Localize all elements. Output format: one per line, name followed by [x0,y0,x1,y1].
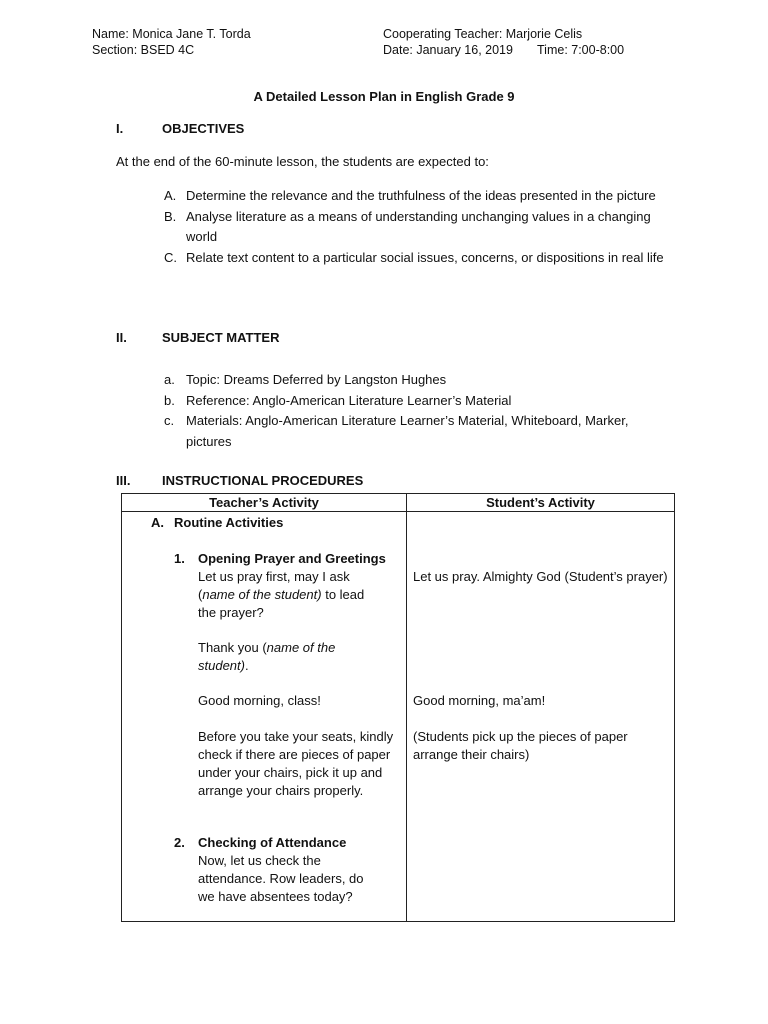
student-activity-cell [407,512,675,922]
subject-item [164,391,666,412]
procedures-heading: INSTRUCTIONAL PROCEDURES [162,473,364,488]
student-pickup: (Students pick up the pieces of paper arrange their chairs) [413,729,628,762]
prayer-paren: ( [198,587,203,602]
subject-matter-list [164,370,666,452]
student-prayer: Let us pray. Almighty God (Student’s prayer) [413,569,668,584]
objective-text: Analyse literature as a means of understanding unchanging values in a changing world [186,208,651,244]
list-marker: C. [164,249,177,265]
attendance-text: Now, let us check the attendance. Row leaders, do we have absentees today? [198,853,364,904]
routine-marker: A. [151,515,164,530]
list-marker: B. [164,208,177,224]
thanks-student-name: student) [198,658,245,673]
objectives-number: I. [116,121,124,136]
lesson-time: Time: 7:00-8:00 [537,43,625,57]
prayer-line: Let us pray first, may I ask [198,569,350,584]
subject-text: Reference: Anglo-American Literature Learner’s Material [186,392,512,408]
objectives-heading: OBJECTIVES [162,121,245,136]
student-greeting: Good morning, ma’am! [413,693,546,708]
student-name: Name: Monica Jane T. Torda [92,27,251,41]
prayer-line: to lead [321,587,365,602]
thanks-prefix: Thank you ( [198,640,267,655]
student-section: Section: BSED 4C [92,43,195,57]
routine-title: Routine Activities [174,515,284,530]
prayer-student-name: name of the student) [202,587,322,602]
thanks-dot: . [244,658,249,673]
thanks-text [198,639,403,675]
thanks-student-name: name of the [266,640,336,655]
subject-item [164,411,666,452]
objectives-intro: At the end of the 60-minute lesson, the students are expected to: [116,154,489,169]
procedures-number: III. [116,473,131,488]
student-activity-header: Student’s Activity [407,494,675,512]
lesson-date: Date: January 16, 2019 [383,43,513,57]
document-title: A Detailed Lesson Plan in English Grade 9 [253,89,515,104]
subject-text: Topic: Dreams Deferred by Langston Hughes [186,372,447,387]
attendance-marker: 2. [174,835,185,850]
objective-item [164,186,666,207]
prayer-title: Opening Prayer and Greetings [198,551,386,566]
subject-text: Materials: Anglo-American Literature Learner’s Material, Whiteboard, Marker, pictures [186,413,629,449]
teacher-greeting: Good morning, class! [198,693,321,708]
list-marker: A. [164,188,177,203]
objective-text: Determine the relevance and the truthfulness of the ideas presented in the picture [186,188,656,203]
seats-instruction: Before you take your seats, kindly check if there are pieces of paper under your chairs, pick it up and arrange your chairs properly. [198,729,394,798]
objective-item [164,248,666,269]
objective-text: Relate text content to a particular social issues, concerns, or dispositions in real life [186,249,664,265]
list-marker: c. [164,413,175,428]
list-marker: a. [164,372,175,387]
list-marker: b. [164,392,175,408]
prayer-marker: 1. [174,551,185,566]
objective-item [164,207,666,248]
objectives-list [164,186,666,268]
teacher-activity-header: Teacher’s Activity [122,494,407,512]
procedures-table [121,493,675,922]
subject-matter-heading: SUBJECT MATTER [162,330,280,345]
attendance-title: Checking of Attendance [198,835,347,850]
subject-item [164,370,666,391]
prayer-request [198,568,403,622]
teacher-activity-cell [122,512,407,922]
subject-matter-number: II. [116,330,127,345]
prayer-line: the prayer? [198,605,264,620]
cooperating-teacher: Cooperating Teacher: Marjorie Celis [383,27,583,41]
